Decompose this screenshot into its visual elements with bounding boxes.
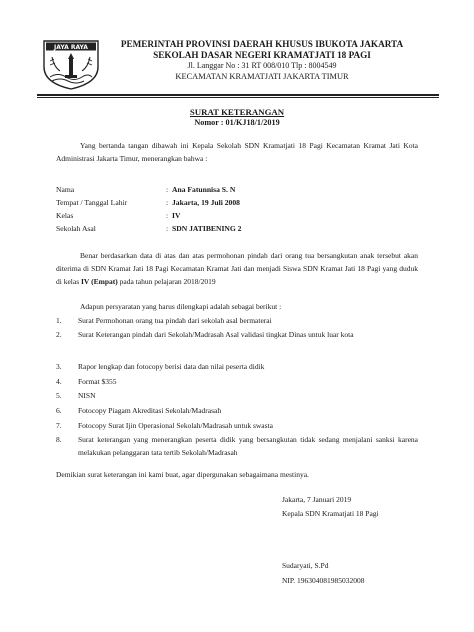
requirement-number: 1.	[56, 316, 62, 325]
identity-value: IV	[172, 211, 181, 220]
body-text-after: pada tahun pelajaran 2018/2019	[117, 277, 216, 286]
requirement-text: Surat Keterangan pindah dari Sekolah/Madrasah Asal validasi tingkat Dinas untuk luar kota	[78, 330, 354, 339]
identity-value: Jakarta, 19 Juli 2008	[172, 198, 240, 207]
intro-text: Yang bertanda tangan dibawah ini Kepala Sekolah SDN Kramatjati 18 Pagi Kecamatan Kramat Jati Kota Administrasi Jakarta Timur, menerangkan bahwa :	[56, 141, 418, 163]
signature-name: Sudaryati, S.Pd	[282, 561, 329, 570]
letterhead-district: KECAMATAN KRAMATJATI JAKARTA TIMUR	[175, 72, 349, 81]
body-text-class: IV (Empat)	[81, 277, 118, 286]
letterhead-rule-thick	[37, 94, 439, 96]
requirement-text: Fotocopy Surat Ijin Operasional Sekolah/Madrasah untuk swasta	[78, 421, 273, 430]
requirement-number: 8.	[56, 435, 62, 444]
requirement-number: 3.	[56, 362, 62, 371]
letterhead	[100, 38, 424, 82]
logo-text: JAYA RAYA	[54, 44, 88, 51]
document-number: Nomor : 01/KJ18/1/2019	[194, 118, 280, 127]
identity-label: Kelas	[56, 211, 74, 220]
signature-position: Kepala SDN Kramatjati 18 Pagi	[282, 509, 379, 518]
letterhead-government: PEMERINTAH PROVINSI DAERAH KHUSUS IBUKOTA JAKARTA	[120, 39, 404, 49]
requirements-intro	[56, 300, 418, 313]
signature-place-date: Jakarta, 7 Januari 2019	[282, 495, 352, 504]
closing-statement: Demikian surat keterangan ini kami buat, agar dipergunakan sebagaimana mestinya.	[56, 470, 309, 479]
requirement-text: Surat keterangan yang menerangkan peserta didik yang bersangkutan tidak sedang menjalani sanksi karena melakukan pelanggaran tata tertib Sekolah/Madrasah	[78, 435, 418, 457]
requirement-text: Fotocopy Piagam Akreditasi Sekolah/Madrasah	[78, 406, 222, 415]
letterhead-address: Jl. Langgar No : 31 RT 008/010 Tlp : 8004549	[187, 61, 337, 70]
identity-colon: :	[166, 185, 169, 194]
identity-colon: :	[166, 211, 169, 220]
identity-label: Sekolah Asal	[56, 224, 96, 233]
requirement-text: Surat Permohonan orang tua pindah dari sekolah asal bermaterai	[78, 316, 272, 325]
body-text	[56, 249, 418, 288]
identity-value: Ana Fatunnisa S. N	[172, 185, 236, 194]
identity-colon: :	[166, 224, 169, 233]
identity-value: SDN JATIBENING 2	[172, 224, 242, 233]
requirement-number: 4.	[56, 377, 62, 386]
body-text-before: Benar berdasarkan data di atas dan atas permohonan pindah dari orang tua bersangkutan anak tersebut akan diterima di SDN Kramat Jati 18 Pagi Kecamatan Kramat Jati dan menjadi Siswa SDN Kramat Jati 18 Pagi yang duduk di kelas	[56, 251, 418, 286]
requirement-text: Format $355	[78, 377, 117, 386]
requirement-number: 5.	[56, 391, 62, 400]
requirement-number: 6.	[56, 406, 62, 415]
signature-nip: NIP. 196304081985032008	[282, 576, 365, 585]
document-title: SURAT KETERANGAN	[189, 107, 285, 117]
requirement-number: 7.	[56, 421, 62, 430]
intro-paragraph	[56, 139, 418, 165]
requirements-intro-text: Adapun persyaratan yang harus dilengkapi adalah sebagai berikut :	[80, 302, 282, 311]
identity-label: Nama	[56, 185, 75, 194]
letterhead-school: SEKOLAH DASAR NEGERI KRAMATJATI 18 PAGI	[153, 50, 371, 60]
identity-colon: :	[166, 198, 169, 207]
jakarta-emblem-logo	[38, 37, 104, 91]
body-paragraph	[56, 249, 418, 288]
requirement-text: Rapor lengkap dan fotocopy berisi data dan nilai peserta didik	[78, 362, 265, 371]
requirement-number: 2.	[56, 330, 62, 339]
identity-label: Tempat / Tanggal Lahir	[56, 198, 128, 207]
requirement-text: NISN	[78, 391, 96, 400]
letterhead-rule-thin	[37, 97, 439, 98]
